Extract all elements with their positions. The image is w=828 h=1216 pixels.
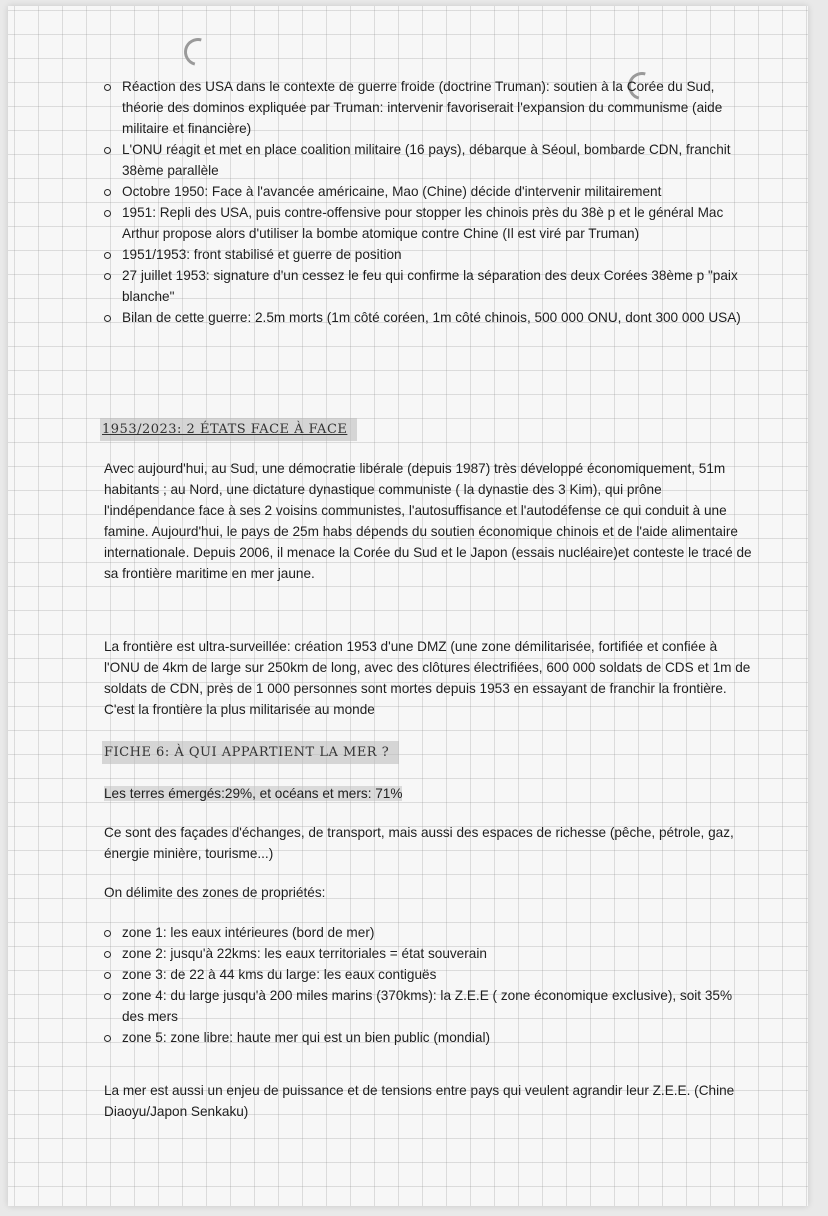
zones-intro: [104, 882, 754, 903]
earth-surface-line: [104, 783, 754, 804]
list-item: Octobre 1950: Face à l'avancée américaine, Mao (Chine) décide d'intervenir militairement: [104, 181, 754, 202]
sea-power-text: La mer est aussi un enjeu de puissance et de tensions entre pays qui veulent agrandir leur Z.E.E. (Chine Diaoyu/Japon Senkaku): [104, 1083, 735, 1119]
list-item: 27 juillet 1953: signature d'un cessez le feu qui confirme la séparation des deux Corées 38ème p "paix blanche": [104, 265, 754, 307]
maritime-zones: [104, 922, 754, 1048]
list-item: L'ONU réagit et met en place coalition militaire (16 pays), débarque à Séoul, bombarde CDN, franchit 38ème parallèle: [104, 139, 754, 181]
list-item: zone 5: zone libre: haute mer qui est un bien public (mondial): [104, 1027, 754, 1048]
earth-surface-text: Les terres émergés:29%, et océans et mers: 71%: [104, 786, 403, 801]
zones-list: [104, 922, 754, 1048]
sea-power-paragraph: [104, 1080, 754, 1122]
two-states-text: Avec aujourd'hui, au Sud, une démocratie libérale (depuis 1987) très développé économiquement, 51m habitants ; au Nord, une dictature dynastique communiste ( la dynastie des 3 Kim), qui prône l'indépendance face à ses 2 voisins communistes, l'autosuffisance et l'autodéfense ce qui conduit à une famine. Aujourd'hui, le pays de 25m habs dépends du soutien économique chinois et de l'aide alimentaire internationale. Depuis 2006, il menace la Corée du Sud et le Japon (essais nucléaire)et conteste le tracé de sa frontière maritime en mer jaune.: [104, 461, 752, 581]
list-item: 1951: Repli des USA, puis contre-offensive pour stopper les chinois près du 38è p et le général Mac Arthur propose alors d'utiliser la bombe atomique contre Chine (Il est viré par Truman): [104, 202, 754, 244]
list-item: zone 2: jusqu'à 22kms: les eaux territoriales = état souverain: [104, 943, 754, 964]
list-item: Réaction des USA dans le contexte de guerre froide (doctrine Truman): soutien à la Corée du Sud, théorie des dominos expliquée par Truman: intervenir favoriserait l'expansion du communisme (aide militaire et financière): [104, 76, 754, 139]
list-item: zone 1: les eaux intérieures (bord de mer): [104, 922, 754, 943]
dmz-paragraph: [104, 636, 754, 720]
list-item: zone 3: de 22 à 44 kms du large: les eaux contiguës: [104, 964, 754, 985]
section-heading-fiche-6: FICHE 6: À QUI APPARTIENT LA MER ?: [102, 741, 399, 764]
facades-paragraph: [104, 822, 754, 864]
dmz-text: La frontière est ultra-surveillée: création 1953 d'une DMZ (une zone démilitarisée, fortifiée et confiée à l'ONU de 4km de large sur 250km de long, avec des clôtures électrifiées, 600 000 soldats de CDS et 1m de soldats de CDN, près de 1 000 personnes sont mortes depuis 1953 en essayant de franchir la frontière. C'est la frontière la plus militarisée au monde: [104, 639, 751, 717]
section-heading-two-states: 1953/2023: 2 ÉTATS FACE À FACE: [100, 418, 357, 441]
two-states-paragraph: [104, 458, 754, 584]
korean-war-timeline: [104, 76, 754, 328]
facades-text: Ce sont des façades d'échanges, de transport, mais aussi des espaces de richesse (pêche, pétrole, gaz, énergie minière, tourisme...): [104, 825, 734, 861]
zones-intro-text: On délimite des zones de propriétés:: [104, 885, 326, 900]
list-item: zone 4: du large jusqu'à 200 miles marins (370kms): la Z.E.E ( zone économique exclusive), soit 35% des mers: [104, 985, 754, 1027]
list-item: 1951/1953: front stabilisé et guerre de position: [104, 244, 754, 265]
list-item: Bilan de cette guerre: 2.5m morts (1m côté coréen, 1m côté chinois, 500 000 ONU, dont 300 000 USA): [104, 307, 754, 328]
timeline-list: [104, 76, 754, 328]
